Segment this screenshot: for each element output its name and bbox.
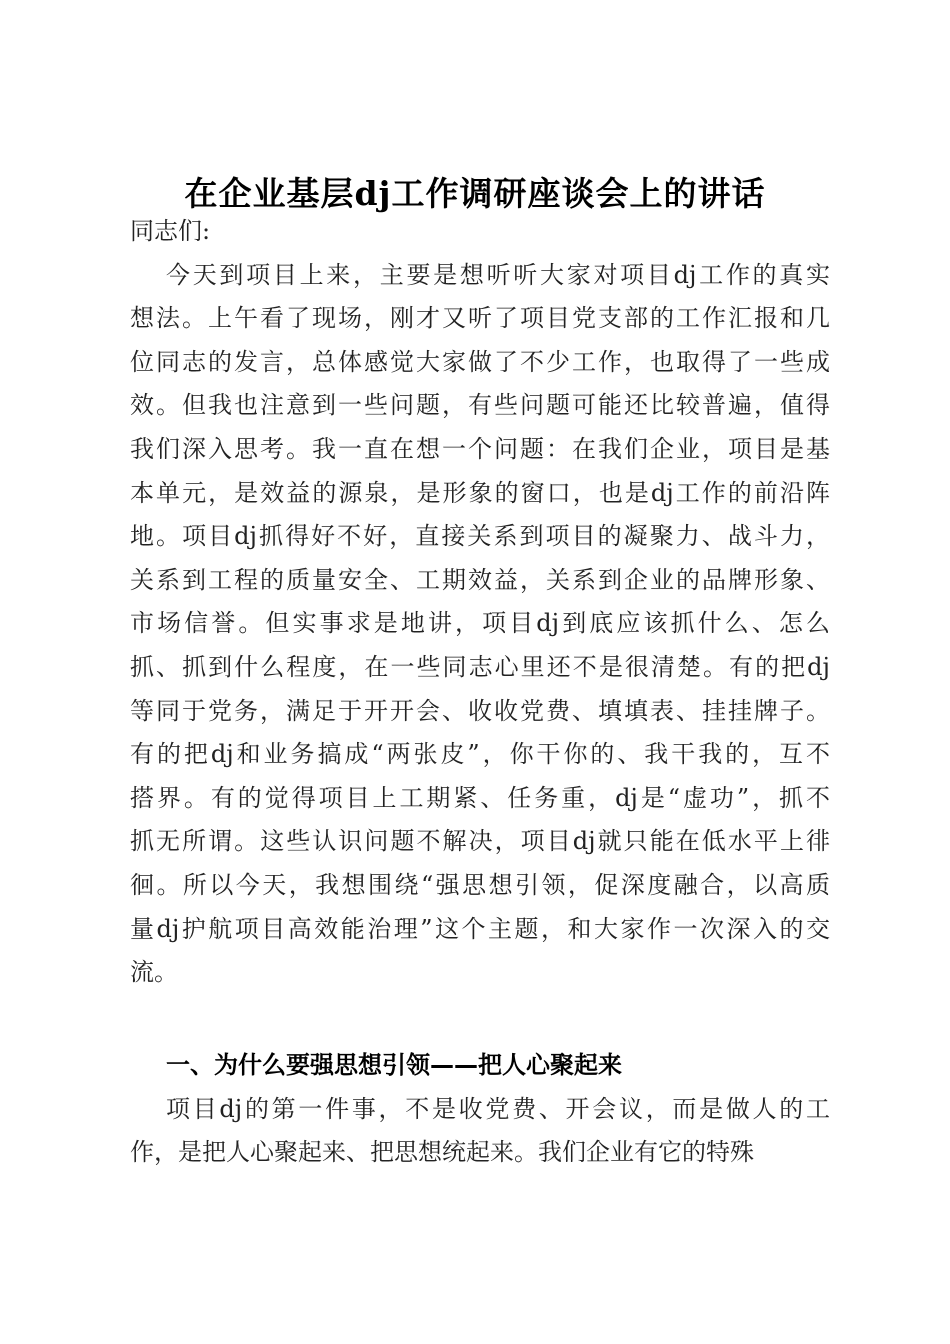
paragraph-line: 今天到项目上来，主要是想听听大家对项目dj工作的真实 <box>166 260 830 289</box>
paragraph-line: 抓无所谓。这些认识问题不解决，项目dj就只能在低水平上徘 <box>130 827 830 856</box>
paragraph-line: 地。项目dj抓得好不好，直接关系到项目的凝聚力、战斗力， <box>130 522 830 551</box>
paragraph-line: 徊。所以今天，我想围绕“强思想引领，促深度融合，以高质 <box>130 870 830 899</box>
paragraph-line: 搭界。有的觉得项目上工期紧、任务重，dj是“虚功”，抓不 <box>130 783 830 812</box>
paragraph-line: 有的把dj和业务搞成“两张皮”，你干你的、我干我的，互不 <box>130 740 830 769</box>
paragraph-line: 位同志的发言，总体感觉大家做了不少工作，也取得了一些成 <box>130 347 830 376</box>
paragraph-line: 我们深入思考。我一直在想一个问题：在我们企业，项目是基 <box>130 434 830 463</box>
paragraph-line: 等同于党务，满足于开开会、收收党费、填填表、挂挂牌子。 <box>130 696 830 725</box>
paragraph-line: 项目dj的第一件事，不是收党费、开会议，而是做人的工 <box>166 1094 830 1123</box>
paragraph-line: 量dj护航项目高效能治理”这个主题，和大家作一次深入的交 <box>130 914 830 943</box>
paragraph-line: 市场信誉。但实事求是地讲，项目dj到底应该抓什么、怎么 <box>130 609 830 638</box>
section-heading: 一、为什么要强思想引领——把人心聚起来 <box>166 1051 622 1079</box>
intro-paragraph <box>130 254 830 995</box>
paragraph-line: 本单元，是效益的源泉，是形象的窗口，也是dj工作的前沿阵 <box>130 478 830 507</box>
paragraph-line: 作，是把人心聚起来、把思想统起来。我们企业有它的特殊 <box>130 1138 754 1167</box>
paragraph-line: 想法。上午看了现场，刚才又听了项目党支部的工作汇报和几 <box>130 304 830 333</box>
paragraph-line: 效。但我也注意到一些问题，有些问题可能还比较普遍，值得 <box>130 391 830 420</box>
document-title: 在企业基层dj工作调研座谈会上的讲话 <box>184 174 766 213</box>
paragraph-line: 抓、抓到什么程度，在一些同志心里还不是很清楚。有的把dj <box>130 652 830 681</box>
paragraph-line: 关系到工程的质量安全、工期效益，关系到企业的品牌形象、 <box>130 565 830 594</box>
paragraph-line: 流。 <box>130 958 178 987</box>
salutation: 同志们: <box>130 217 211 245</box>
section-paragraph <box>130 1088 830 1175</box>
